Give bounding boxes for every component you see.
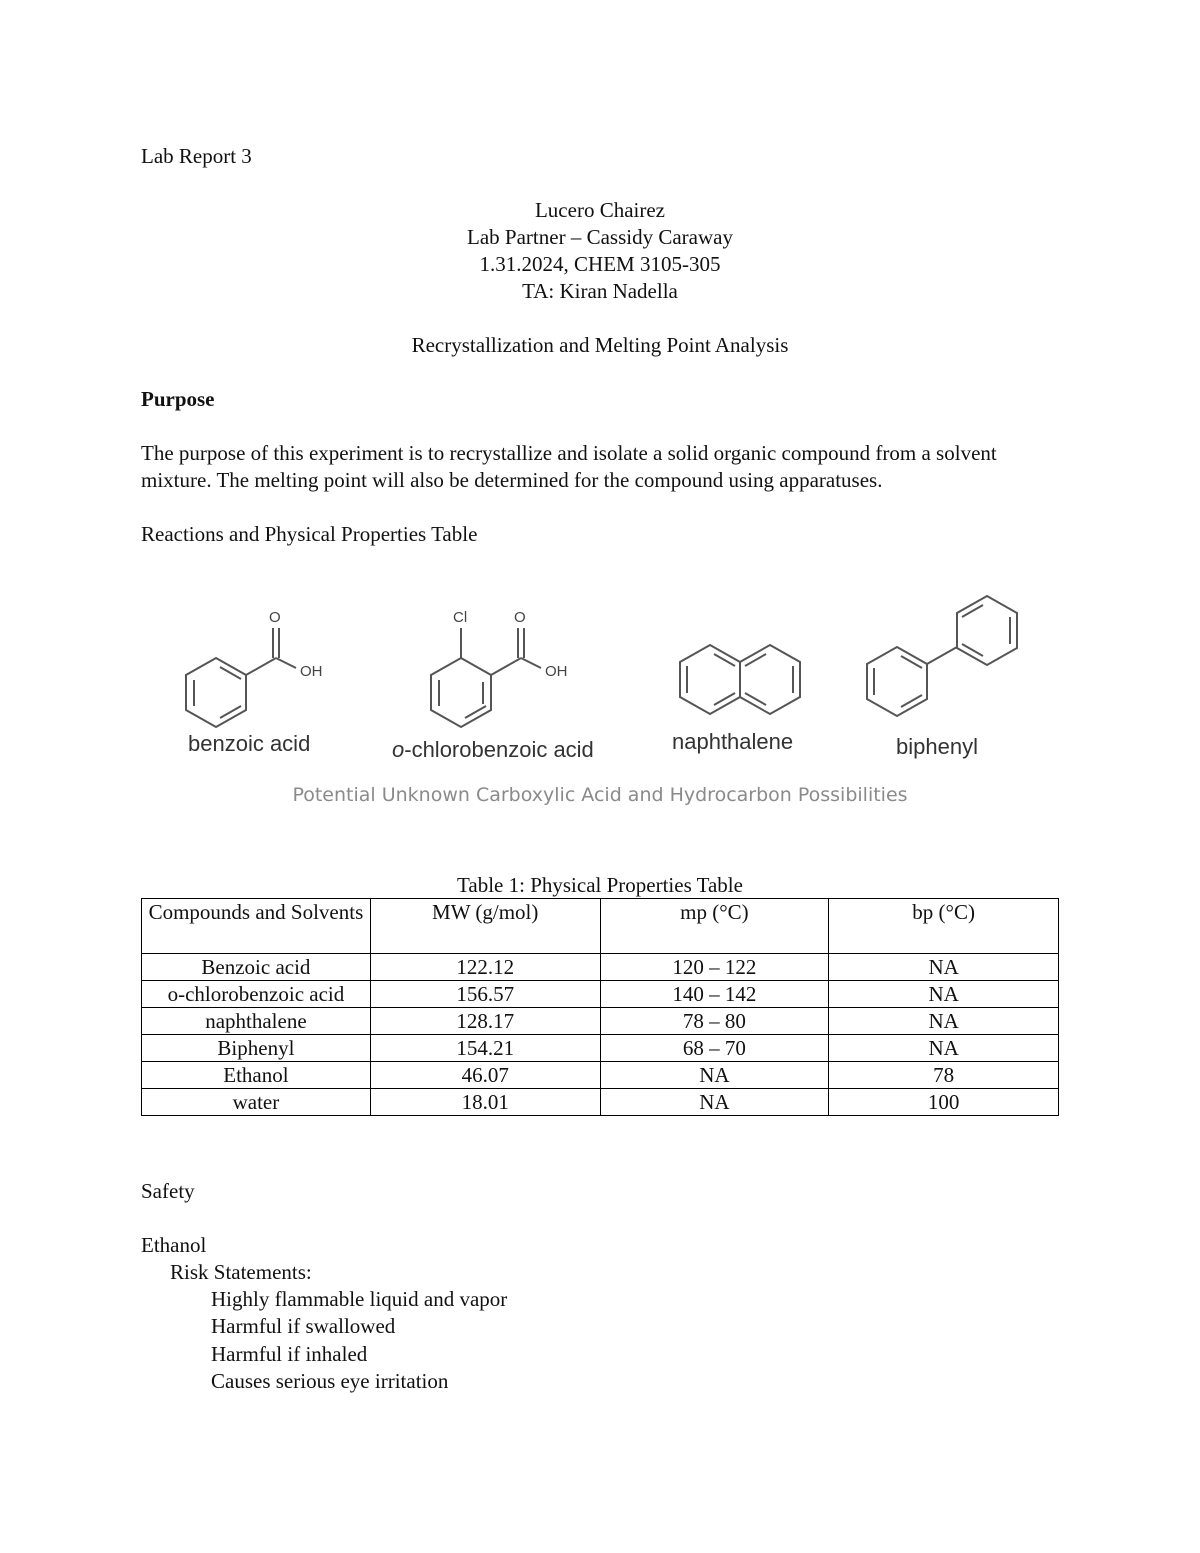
cell-mw: 46.07 <box>370 1062 600 1089</box>
purpose-heading: Purpose <box>141 387 215 411</box>
figure-caption: Potential Unknown Carboxylic Acid and Hydrocarbon Possibilities <box>292 784 908 806</box>
cell-mw: 154.21 <box>370 1035 600 1062</box>
risk-statement: Harmful if swallowed <box>211 1314 396 1338</box>
cell-mp: 120 – 122 <box>600 954 829 981</box>
header-mw: MW (g/mol) <box>370 899 600 954</box>
table-row <box>142 1035 1059 1062</box>
physical-properties-table <box>141 898 1059 1116</box>
biphenyl-structure <box>855 592 1035 727</box>
teaching-assistant: TA: Kiran Nadella <box>522 279 678 303</box>
structure-label-naphthalene: naphthalene <box>672 729 794 754</box>
structure-label-biphenyl: biphenyl <box>896 734 978 759</box>
cell-compound: Ethanol <box>142 1062 371 1089</box>
atom-oxygen: O <box>514 609 526 626</box>
risk-statement: Highly flammable liquid and vapor <box>211 1287 508 1311</box>
benzoic-acid-structure <box>150 600 350 735</box>
cell-mw: 18.01 <box>370 1089 600 1116</box>
cell-mw: 122.12 <box>370 954 600 981</box>
cell-mp: 78 – 80 <box>600 1008 829 1035</box>
header-bp: bp (°C) <box>829 899 1059 954</box>
risk-statement: Causes serious eye irritation <box>211 1369 449 1393</box>
experiment-title: Recrystallization and Melting Point Analysis <box>411 333 789 357</box>
purpose-text: The purpose of this experiment is to recrystallize and isolate a solid organic compound from a solvent mixture. The melting point will also be determined for the compound using apparatuses. <box>141 441 997 492</box>
author-name: Lucero Chairez <box>534 198 665 222</box>
atom-hydroxyl: OH <box>545 663 568 680</box>
risk-statement: Harmful if inhaled <box>211 1342 368 1366</box>
label-name: -chlorobenzoic acid <box>404 737 594 762</box>
cell-compound: o-chlorobenzoic acid <box>142 981 371 1008</box>
header-compounds: Compounds and Solvents <box>142 899 371 954</box>
table-row <box>142 1062 1059 1089</box>
cell-bp: 78 <box>829 1062 1059 1089</box>
cell-mp: 68 – 70 <box>600 1035 829 1062</box>
o-chlorobenzoic-acid-structure <box>395 600 595 745</box>
atom-oxygen: O <box>269 609 281 626</box>
cell-bp: NA <box>829 1008 1059 1035</box>
cell-mp: NA <box>600 1089 829 1116</box>
safety-heading: Safety <box>141 1179 195 1203</box>
table-row <box>142 1089 1059 1116</box>
risk-statements-heading: Risk Statements: <box>170 1260 312 1284</box>
cell-mw: 156.57 <box>370 981 600 1008</box>
table-row <box>142 981 1059 1008</box>
naphthalene-structure <box>665 630 815 725</box>
cell-compound: naphthalene <box>142 1008 371 1035</box>
cell-bp: NA <box>829 981 1059 1008</box>
safety-chemical: Ethanol <box>141 1233 207 1257</box>
table-header-row <box>142 899 1059 954</box>
atom-hydroxyl: OH <box>300 663 323 680</box>
structure-label-o-chlorobenzoic-acid <box>392 737 594 763</box>
structure-label-benzoic-acid: benzoic acid <box>188 731 311 756</box>
date-course: 1.31.2024, CHEM 3105-305 <box>479 252 721 276</box>
cell-compound: water <box>142 1089 371 1116</box>
lab-partner: Lab Partner – Cassidy Caraway <box>467 225 733 249</box>
report-title: Lab Report 3 <box>141 144 252 168</box>
cell-mp: 140 – 142 <box>600 981 829 1008</box>
cell-mw: 128.17 <box>370 1008 600 1035</box>
cell-bp: NA <box>829 954 1059 981</box>
header-mp: mp (°C) <box>600 899 829 954</box>
atom-chlorine: Cl <box>453 609 468 626</box>
cell-bp: NA <box>829 1035 1059 1062</box>
reactions-heading: Reactions and Physical Properties Table <box>141 522 478 546</box>
table-caption: Table 1: Physical Properties Table <box>457 873 743 897</box>
cell-compound: Biphenyl <box>142 1035 371 1062</box>
cell-compound: Benzoic acid <box>142 954 371 981</box>
table-row <box>142 954 1059 981</box>
label-prefix: o <box>392 737 405 762</box>
table-row <box>142 1008 1059 1035</box>
cell-mp: NA <box>600 1062 829 1089</box>
cell-bp: 100 <box>829 1089 1059 1116</box>
